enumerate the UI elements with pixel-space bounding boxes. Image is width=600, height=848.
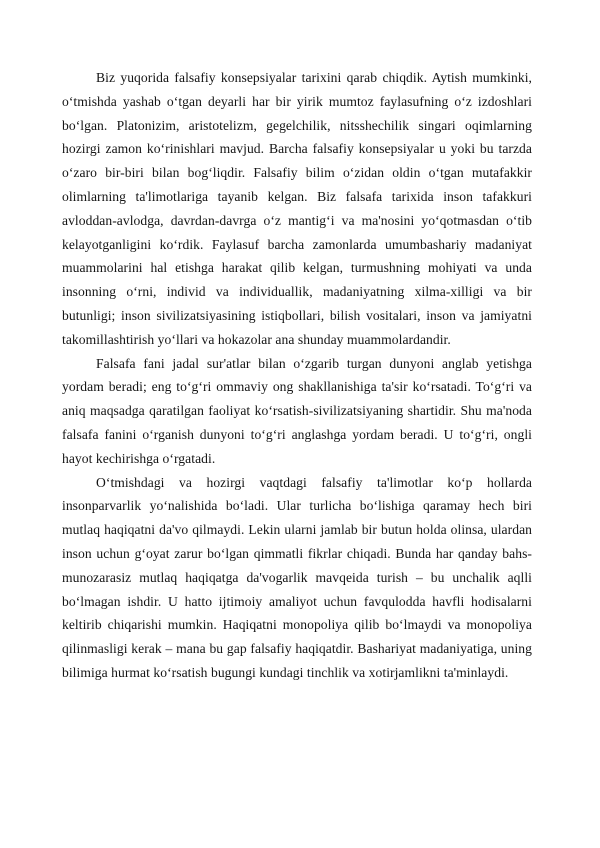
paragraph-2: Falsafa fani jadal sur'atlar bilan o‘zgarib turgan dunyoni anglab yetishga yordam beradi; eng to‘g‘ri ommaviy ong shakllanishiga ta'sir ko‘rsatadi. To‘g‘ri va aniq maqsadga qaratilgan faoliyat ko‘rsatish-sivilizatsiyaning shartidir. Shu ma'noda falsafa fanini o‘rganish dunyoni to‘g‘ri anglashga yordam beradi. U to‘g‘ri, ongli hayot kechirishga o‘rgatadi. <box>62 355 532 466</box>
body-text <box>62 66 532 685</box>
paragraph-3: O‘tmishdagi va hozirgi vaqtdagi falsafiy ta'limotlar ko‘p hollarda insonparvarlik yo‘nalishida bo‘ladi. Ular turlicha bo‘lishiga qaramay hech biri mutlaq haqiqatni da'vo qilmaydi. Lekin ularni jamlab bir butun holda olinsa, ulardan inson uchun g‘oyat zarur bo‘lgan qimmatli fikrlar chiqadi. Bunda har qanday bahs-munozarasiz mutlaq haqiqatga da'vogarlik mavqeida turish – bu unchalik aqlli bo‘lmagan ishdir. U hatto ijtimoiy amaliyot uchun favqulodda havfli hodisalarni keltirib chiqarishi mumkin. Haqiqatni monopoliya qilib bo‘lmaydi va monopoliya qilinmasligi kerak – mana bu gap falsafiy haqiqatdir. Bashariyat madaniyatiga, uning bilimiga hurmat ko‘rsatish bugungi kundagi tinchlik va xotirjamlikni ta'minlaydi. <box>62 474 532 680</box>
paragraph-1: Biz yuqorida falsafiy konsepsiyalar tarixini qarab chiqdik. Aytish mumkinki, o‘tmishda yashab o‘tgan deyarli har bir yirik mumtoz faylasufning o‘z izdoshlari bo‘lgan. Platonizim, aristotelizm, gegelchilik, nitsshechilik singari oqimlarning hozirgi zamon ko‘rinishlari mavjud. Barcha falsafiy konsepsiyalar u yoki bu tarzda o‘zaro bir-biri bilan bog‘liqdir. Falsafiy bilim o‘zidan oldin o‘tgan mutafakkir olimlarning ta'limotlariga tayanib kelgan. Biz falsafa tarixida inson tafakkuri avloddan-avlodga, davrdan-davrga o‘z mantig‘i va ma'nosini yo‘qotmasdan o‘tib kelayotganligini ko‘rdik. Faylasuf barcha zamonlarda umumbashariy madaniyat muammolarini hal etishga harakat qilib kelgan, turmushning mohiyati va unda insonning o‘rni, individ va individuallik, madaniyatning xilma-xilligi va bir butunligi; inson sivilizatsiyasining istiqbollari, bilish vositalari, inson va jamiyatni takomillashtirish yo‘llari va hokazolar ana shunday muammolardandir. <box>62 70 532 347</box>
